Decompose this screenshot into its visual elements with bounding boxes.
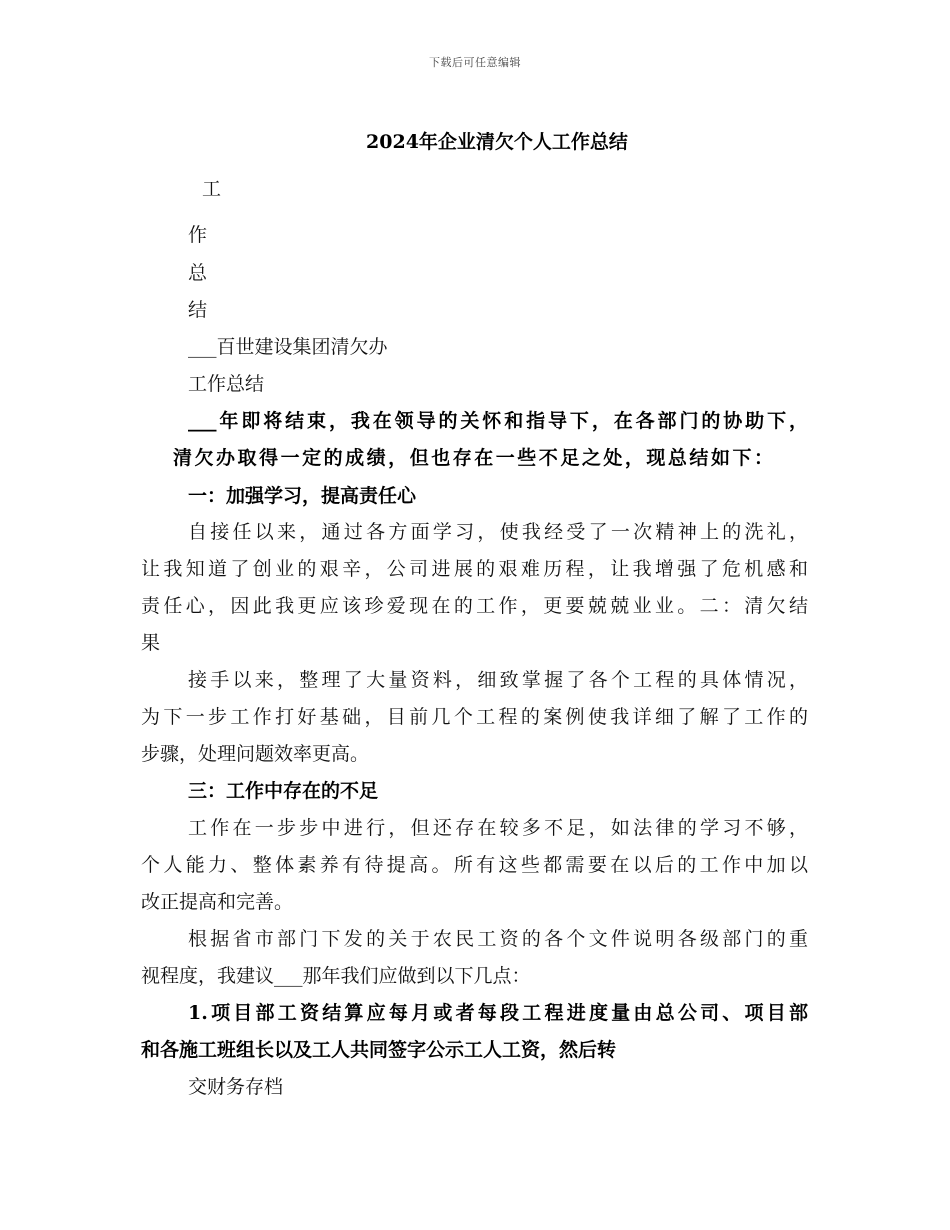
- section2-paragraph-line-3: 步骤，处理问题效率更高。: [141, 743, 370, 765]
- section3-paragraph2-line-1: 根据省市部门下发的关于农民工资的各个文件说明各级部门的重: [188, 928, 808, 950]
- section2-paragraph-line-2: 为下一步工作打好基础，目前几个工程的案例使我详细了解了工作的: [141, 706, 808, 728]
- intro-line-2: 清欠办取得一定的成绩，但也存在一些不足之处，现总结如下：: [173, 447, 773, 469]
- section3-paragraph1-line-1: 工作在一步步中进行，但还存在较多不足，如法律的学习不够，: [188, 817, 808, 839]
- item1-line-2: 和各施工班组长以及工人共同签字公示工人工资，然后转: [141, 1039, 617, 1061]
- section3-paragraph1-line-3: 改正提高和完善。: [141, 891, 294, 913]
- document-title: 2024年企业清欠个人工作总结: [366, 131, 628, 153]
- label-jie: 结: [188, 299, 208, 321]
- subtitle: 工作总结: [188, 373, 265, 395]
- item1-line-3: 交财务存档: [188, 1076, 284, 1098]
- section1-paragraph-line-3: 责任心，因此我更应该珍爱现在的工作，更要兢兢业业。二：清欠结: [141, 595, 808, 617]
- section1-paragraph-line-1: 自接任以来，通过各方面学习，使我经受了一次精神上的洗礼，: [188, 521, 808, 543]
- section1-heading: 一：加强学习，提高责任心: [188, 485, 417, 507]
- intro-line-1: ___年即将结束，我在领导的关怀和指导下，在各部门的协助下，: [188, 410, 808, 432]
- item1-line-1: 1.项目部工资结算应每月或者每段工程进度量由总公司、项目部: [188, 1002, 808, 1024]
- section3-paragraph1-line-2: 个人能力、整体素养有待提高。所有这些都需要在以后的工作中加以: [141, 854, 808, 876]
- label-zong: 总: [188, 262, 208, 284]
- label-zuo: 作: [188, 224, 208, 246]
- label-gong: 工: [202, 178, 222, 200]
- section3-heading: 三：工作中存在的不足: [188, 780, 379, 802]
- org-line: ___百世建设集团清欠办: [188, 336, 388, 358]
- section2-paragraph-line-1: 接手以来，整理了大量资料，细致掌握了各个工程的具体情况，: [188, 669, 808, 691]
- section3-paragraph2-line-2: 视程度，我建议___那年我们应做到以下几点：: [141, 965, 531, 987]
- section1-paragraph-line-4: 果: [141, 632, 161, 654]
- page-header-note: 下载后可任意编辑: [429, 56, 521, 69]
- section1-paragraph-line-2: 让我知道了创业的艰辛，公司进展的艰难历程，让我增强了危机感和: [141, 558, 808, 580]
